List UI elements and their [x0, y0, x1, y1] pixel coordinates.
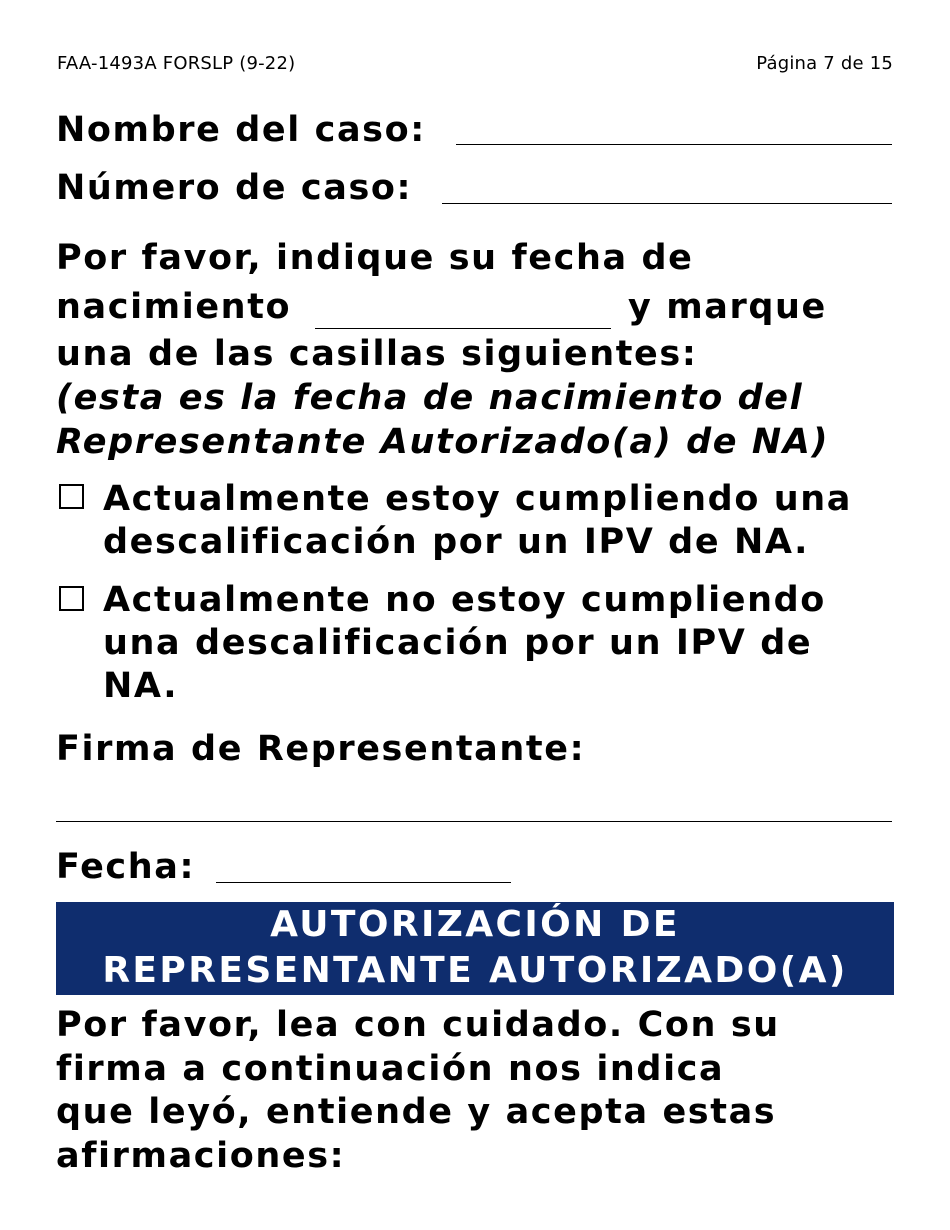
form-id: FAA-1493A FORSLP (9-22) — [57, 53, 296, 74]
instructions-line1: Por favor, lea con cuidado. Con su — [56, 1005, 780, 1045]
option-1-line2: descalificación por un IPV de NA. — [103, 522, 810, 562]
option-2-line3: NA. — [103, 666, 179, 706]
checkbox-not-serving-disqualification[interactable] — [59, 586, 84, 611]
signature-label: Firma de Representante: — [56, 729, 586, 769]
dob-prompt-line3: una de las casillas siguientes: — [56, 334, 698, 374]
section-banner — [56, 902, 894, 995]
banner-line1: AUTORIZACIÓN DE — [270, 904, 680, 945]
page-number: Página 7 de 15 — [756, 53, 893, 74]
date-field[interactable] — [216, 882, 511, 883]
option-1-line1: Actualmente estoy cumpliendo una — [103, 479, 852, 519]
case-name-field[interactable] — [456, 144, 892, 145]
instructions-line4: afirmaciones: — [56, 1136, 346, 1176]
dob-note-line1: (esta es la fecha de nacimiento del — [56, 378, 804, 418]
signature-field[interactable] — [56, 821, 892, 822]
case-name-label: Nombre del caso: — [56, 110, 426, 150]
date-label: Fecha: — [56, 847, 196, 887]
case-number-label: Número de caso: — [56, 168, 413, 208]
dob-prompt-line2-post: y marque — [628, 287, 827, 327]
dob-prompt-line2-pre: nacimiento — [56, 287, 292, 327]
option-2-line2: una descalificación por un IPV de — [103, 623, 813, 663]
option-2-line1: Actualmente no estoy cumpliendo — [103, 580, 826, 620]
instructions-line2: firma a continuación nos indica — [56, 1049, 725, 1089]
birth-date-field[interactable] — [315, 328, 611, 329]
dob-prompt-line1: Por favor, indique su fecha de — [56, 238, 694, 278]
dob-note-line2: Representante Autorizado(a) de NA) — [56, 422, 830, 462]
checkbox-serving-disqualification[interactable] — [59, 484, 84, 509]
case-number-field[interactable] — [442, 203, 892, 204]
instructions-line3: que leyó, entiende y acepta estas — [56, 1092, 777, 1132]
banner-line2: REPRESENTANTE AUTORIZADO(A) — [102, 950, 848, 991]
